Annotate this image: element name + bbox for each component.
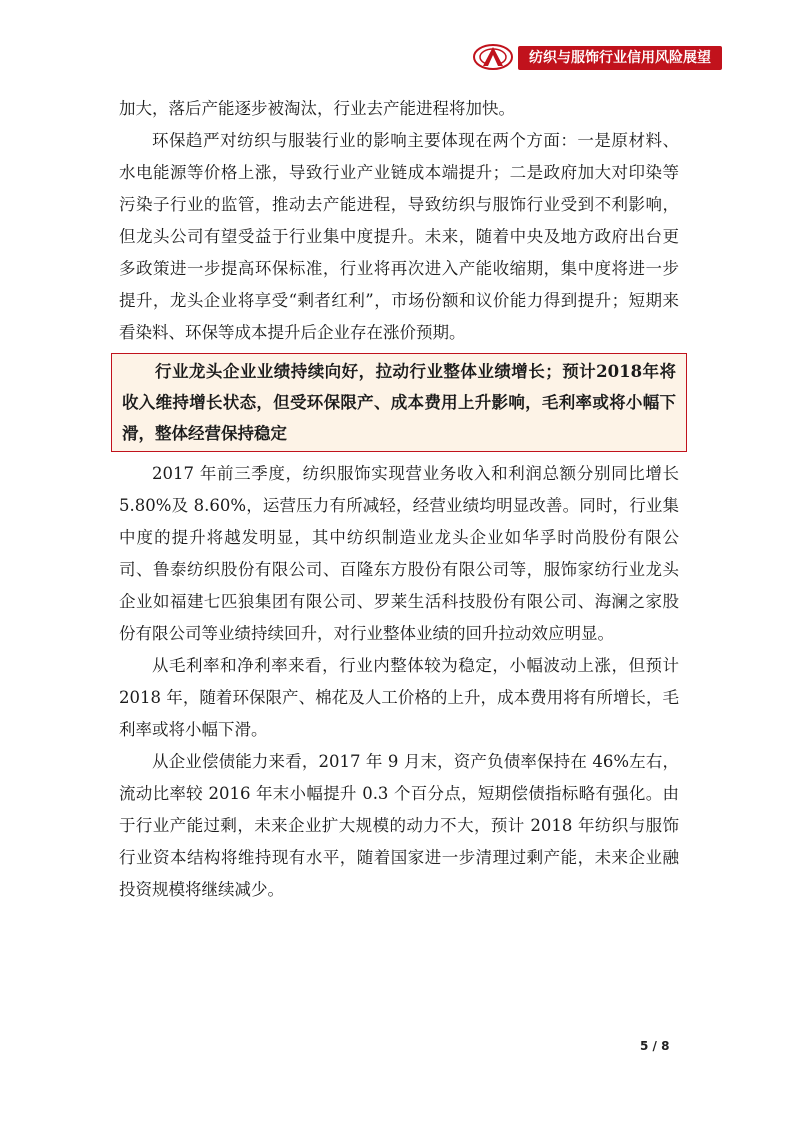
paragraph-continued: 加大，落后产能逐步被淘汰，行业去产能进程将加快。 (119, 99, 515, 118)
document-body (119, 93, 679, 906)
company-logo-icon (472, 42, 514, 72)
page-header (472, 42, 722, 74)
key-point-box (111, 353, 687, 452)
paragraph-performance: 2017 年前三季度，纺织服饰实现营业务收入和利润总额分别同比增长 5.80%及 8.60%，运营压力有所减轻，经营业绩均明显改善。同时，行业集中度的提升将越发明显，其中纺织制造业龙头企业如华孚时尚股份有限公司、鲁泰纺织股份有限公司、百隆东方股份有限公司等，服饰家纺行业龙头企业如福建七匹狼集团有限公司、罗莱生活科技股份有限公司、海澜之家股份有限公司等业绩持续回升，对行业整体业绩的回升拉动效应明显。 (119, 464, 679, 643)
paragraph-environment-impact: 环保趋严对纺织与服装行业的影响主要体现在两个方面：一是原材料、水电能源等价格上涨，导致行业产业链成本端提升；二是政府加大对印染等污染子行业的监管，推动去产能进程，导致纺织与服饰行业受到不利影响，但龙头公司有望受益于行业集中度提升。未来，随着中央及地方政府出台更多政策进一步提高环保标准，行业将再次进入产能收缩期，集中度将进一步提升，龙头企业将享受“剩者红利”，市场份额和议价能力得到提升；短期来看染料、环保等成本提升后企业存在涨价预期。 (119, 131, 679, 342)
report-title: 纺织与服饰行业信用风险展望 (529, 50, 711, 66)
header-title-bar (518, 46, 722, 70)
key-point-text: 行业龙头企业业绩持续向好，拉动行业整体业绩增长；预计2018年将收入维持增长状态，但受环保限产、成本费用上升影响，毛利率或将小幅下滑，整体经营保持稳定 (122, 362, 676, 443)
paragraph-solvency: 从企业偿债能力来看，2017 年 9 月末，资产负债率保持在 46%左右，流动比率较 2016 年末小幅提升 0.3 个百分点，短期偿债指标略有强化。由于行业产能过剩，未来企业扩大规模的动力不大，预计 2018 年纺织与服饰行业资本结构将维持现有水平，随着国家进一步清理过剩产能，未来企业融投资规模将继续减少。 (119, 752, 679, 899)
page-number: 5 / 8 (640, 1039, 670, 1053)
paragraph-margins: 从毛利率和净利率来看，行业内整体较为稳定，小幅波动上涨，但预计 2018 年，随着环保限产、棉花及人工价格的上升，成本费用将有所增长，毛利率或将小幅下滑。 (119, 656, 679, 739)
